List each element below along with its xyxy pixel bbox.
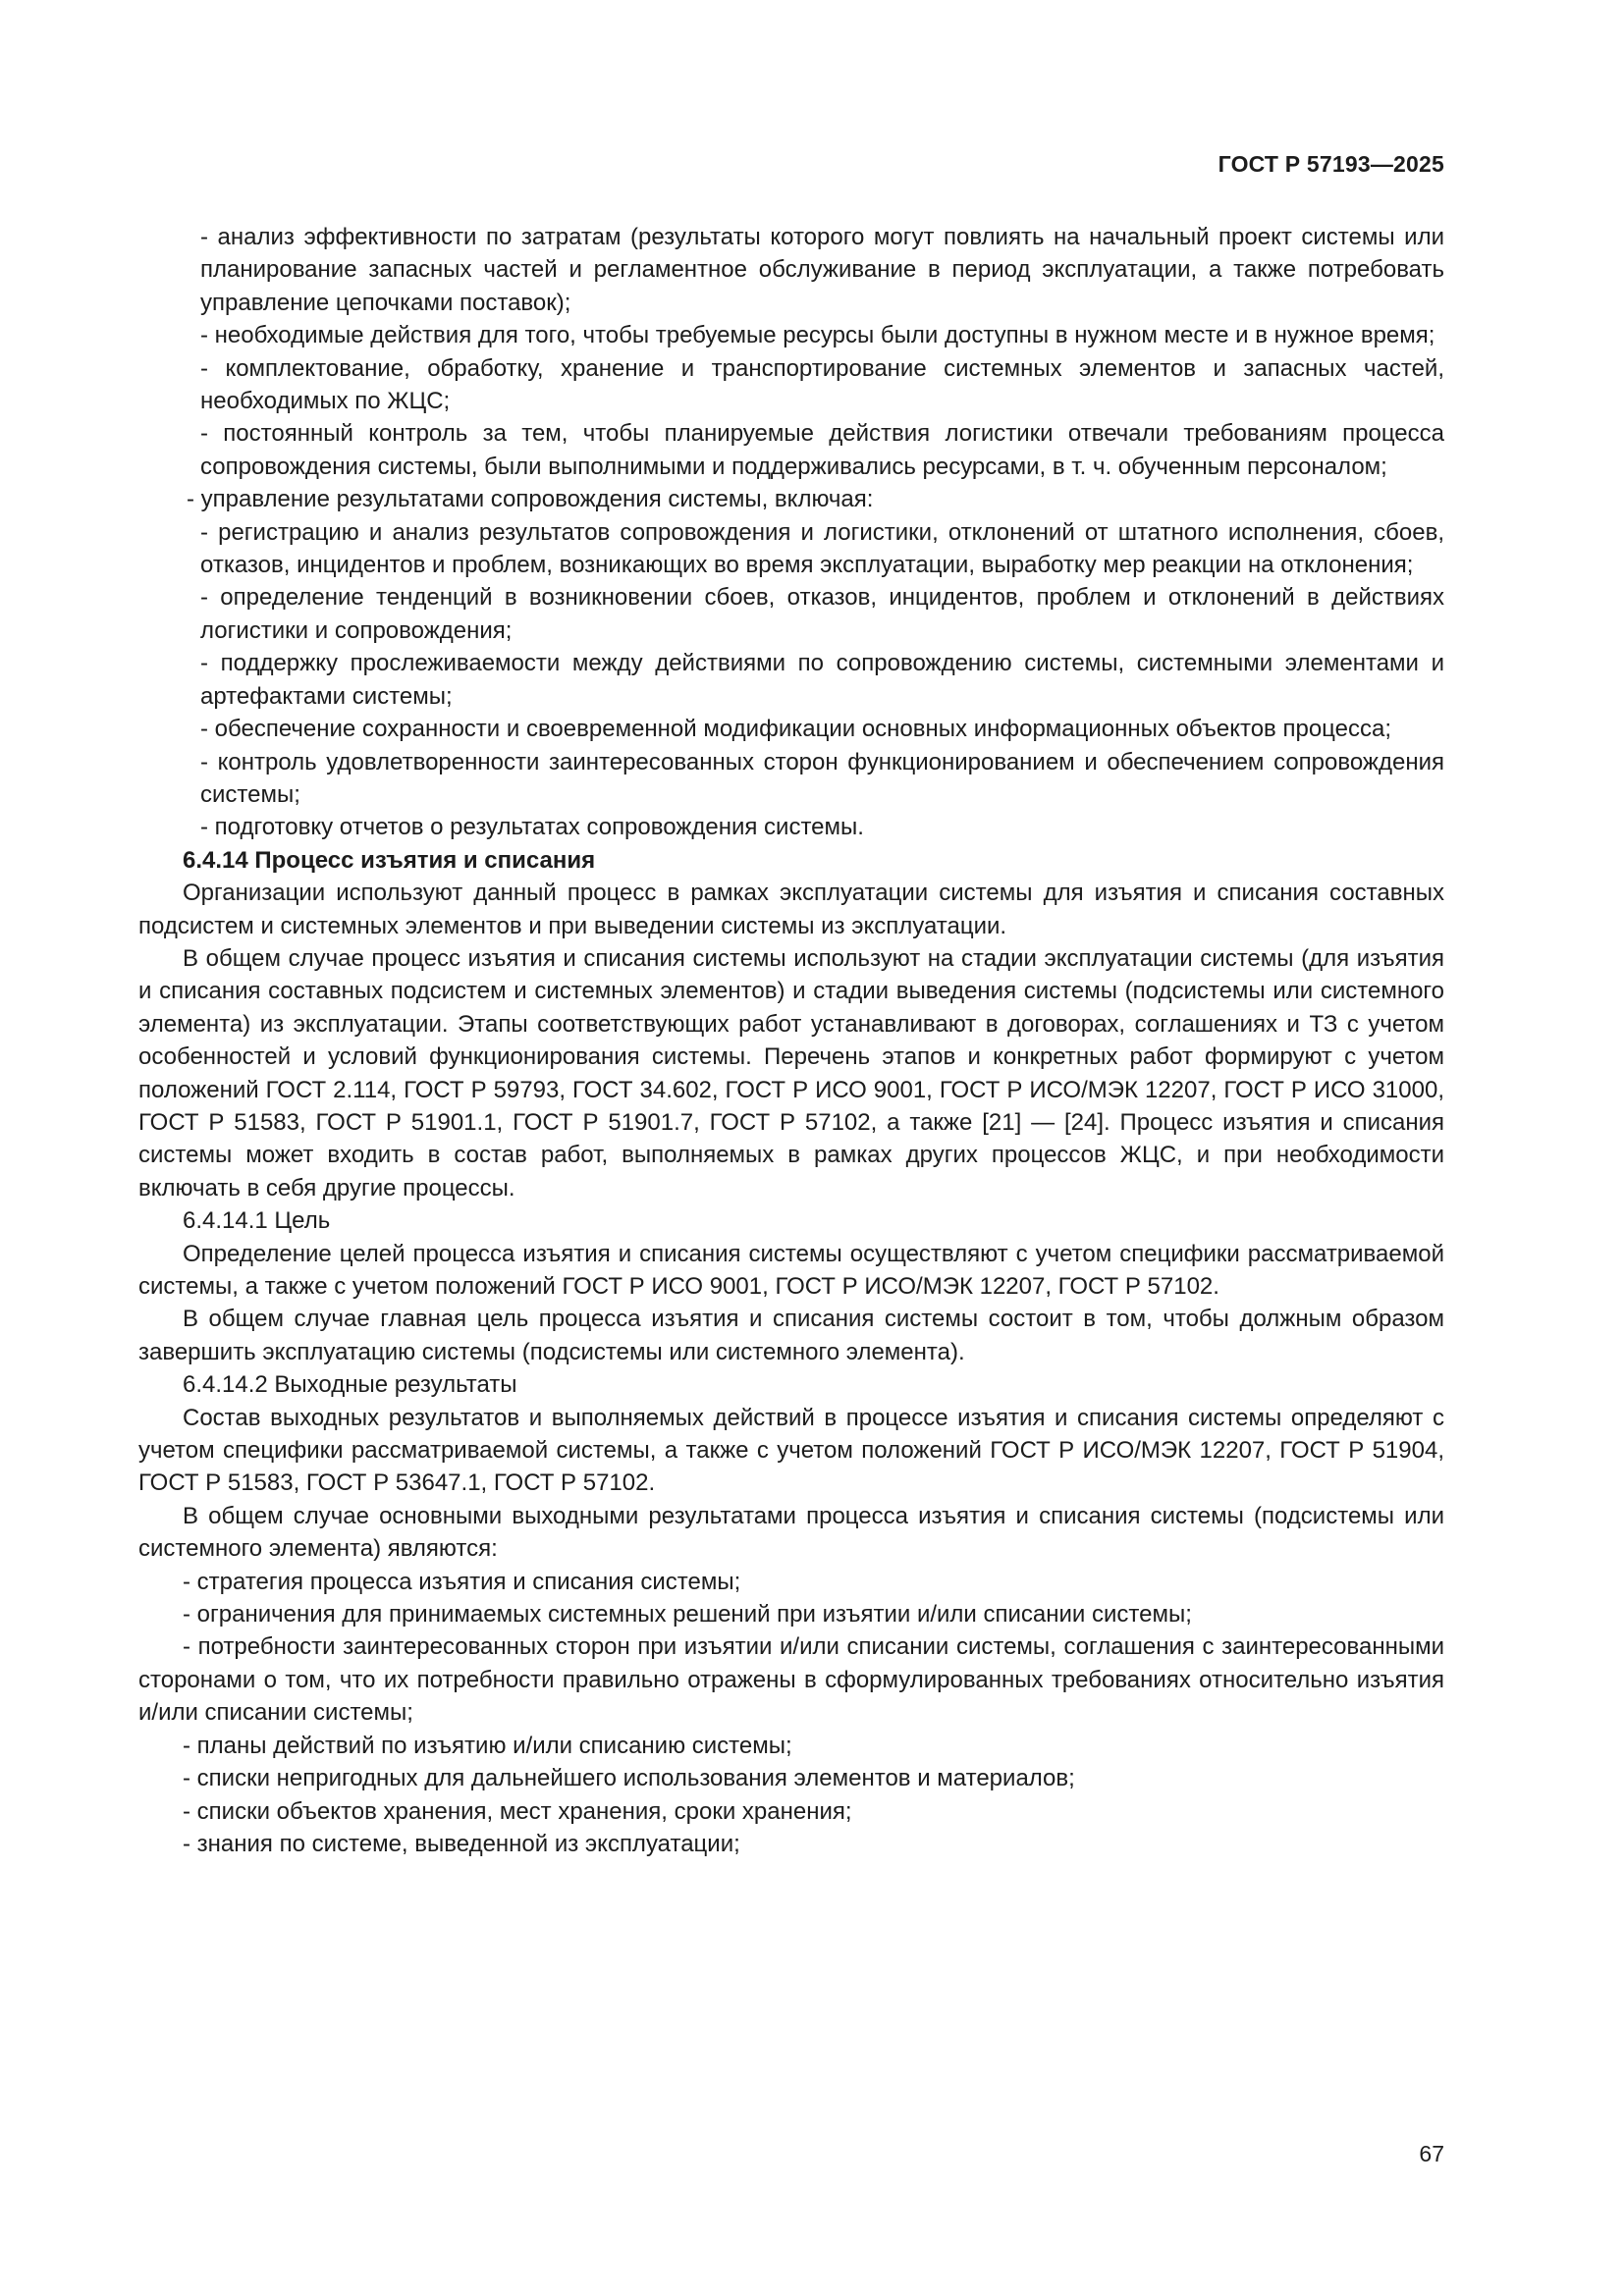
list-item: - списки объектов хранения, мест хранения, сроки хранения;: [183, 1797, 852, 1825]
list-item: - стратегия процесса изъятия и списания системы;: [183, 1568, 741, 1595]
paragraph: В общем случае главная цель процесса изъятия и списания системы состоит в том, чтобы должным образом завершить эксплуатацию системы (подсистемы или системного элемента).: [138, 1306, 1444, 1365]
paragraph: Определение целей процесса изъятия и списания системы осуществляют с учетом специфики рассматриваемой системы, а также с учетом положений ГОСТ Р ИСО 9001, ГОСТ Р ИСО/МЭК 12207, ГОСТ Р 57102.: [138, 1240, 1444, 1300]
list-subitem: - поддержку прослеживаемости между действиями по сопровождению системы, системными элементами и артефактами системы;: [200, 650, 1444, 710]
paragraph: Организации используют данный процесс в рамках эксплуатации системы для изъятия и списания составных подсистем и системных элементов и при выведении системы из эксплуатации.: [138, 880, 1444, 939]
document-body: [138, 221, 1444, 1860]
section-heading: 6.4.14 Процесс изъятия и списания: [183, 846, 596, 874]
subsection-heading: 6.4.14.2 Выходные результаты: [183, 1371, 517, 1399]
list-subitem: - определение тенденций в возникновении сбоев, отказов, инцидентов, проблем и отклонений в действиях логистики и сопровождения;: [200, 584, 1444, 644]
list-item: - потребности заинтересованных сторон при изъятии и/или списании системы, соглашения с заинтересованными сторонами о том, что их потребности правильно отражены в сформулированных требованиях относительно изъятия и/или списании системы;: [138, 1633, 1444, 1727]
list-subitem: - анализ эффективности по затратам (результаты которого могут повлиять на начальный проект системы или планирование запасных частей и регламентное обслуживание в период эксплуатации, а также потребовать управление цепочками поставок);: [200, 224, 1444, 316]
document-id-header: ГОСТ Р 57193—2025: [1218, 151, 1444, 177]
paragraph: В общем случае процесс изъятия и списания системы используют на стадии эксплуатации системы (для изъятия и списания составных подсистем и системных элементов) и стадии выведения системы (подсистемы или системного элемента) из эксплуатации. Этапы соответствующих работ устанавливают в договорах, соглашениях и ТЗ с учетом особенностей и условий функционирования системы. Перечень этапов и конкретных работ формируют с учетом положений ГОСТ 2.114, ГОСТ Р 59793, ГОСТ 34.602, ГОСТ Р ИСО 9001, ГОСТ Р ИСО/МЭК 12207, ГОСТ Р ИСО 31000, ГОСТ Р 51583, ГОСТ Р 51901.1, ГОСТ Р 51901.7, ГОСТ Р 57102, а также [21] — [24]. Процесс изъятия и списания системы может входить в состав работ, выполняемых в рамках других процессов ЖЦС, и при необходимости включать в себя другие процессы.: [138, 944, 1444, 1201]
list-subitem: - необходимые действия для того, чтобы требуемые ресурсы были доступны в нужном месте и в нужное время;: [200, 322, 1435, 349]
list-item: - планы действий по изъятию и/или списанию системы;: [183, 1732, 792, 1759]
subsection-heading: 6.4.14.1 Цель: [183, 1207, 331, 1235]
list-item: - знания по системе, выведенной из эксплуатации;: [183, 1830, 740, 1857]
list-subitem: - обеспечение сохранности и своевременной модификации основных информационных объектов процесса;: [200, 716, 1392, 743]
list-item: - управление результатами сопровождения системы, включая:: [187, 486, 874, 513]
list-subitem: - регистрацию и анализ результатов сопровождения и логистики, отклонений от штатного исполнения, сбоев, отказов, инцидентов и проблем, возникающих во время эксплуатации, выработку мер реакции на отклонения;: [200, 518, 1444, 579]
list-subitem: - комплектование, обработку, хранение и транспортирование системных элементов и запасных частей, необходимых по ЖЦС;: [200, 354, 1444, 415]
list-subitem: - подготовку отчетов о результатах сопровождения системы.: [200, 814, 864, 841]
list-subitem: - контроль удовлетворенности заинтересованных сторон функционированием и обеспечением сопровождения системы;: [200, 748, 1444, 808]
paragraph: Состав выходных результатов и выполняемых действий в процессе изъятия и списания системы определяют с учетом специфики рассматриваемой системы, а также с учетом положений ГОСТ Р ИСО/МЭК 12207, ГОСТ Р 51904, ГОСТ Р 51583, ГОСТ Р 53647.1, ГОСТ Р 57102.: [138, 1404, 1444, 1497]
list-subitem: - постоянный контроль за тем, чтобы планируемые действия логистики отвечали требованиям процесса сопровождения системы, были выполнимыми и поддерживались ресурсами, в т. ч. обученным персоналом;: [200, 420, 1444, 480]
list-item: - ограничения для принимаемых системных решений при изъятии и/или списании системы;: [183, 1601, 1192, 1629]
paragraph: В общем случае основными выходными результатами процесса изъятия и списания системы (подсистемы или системного элемента) являются:: [138, 1502, 1444, 1563]
page-number: 67: [1419, 2141, 1444, 2166]
list-item: - списки непригодных для дальнейшего использования элементов и материалов;: [183, 1765, 1075, 1792]
